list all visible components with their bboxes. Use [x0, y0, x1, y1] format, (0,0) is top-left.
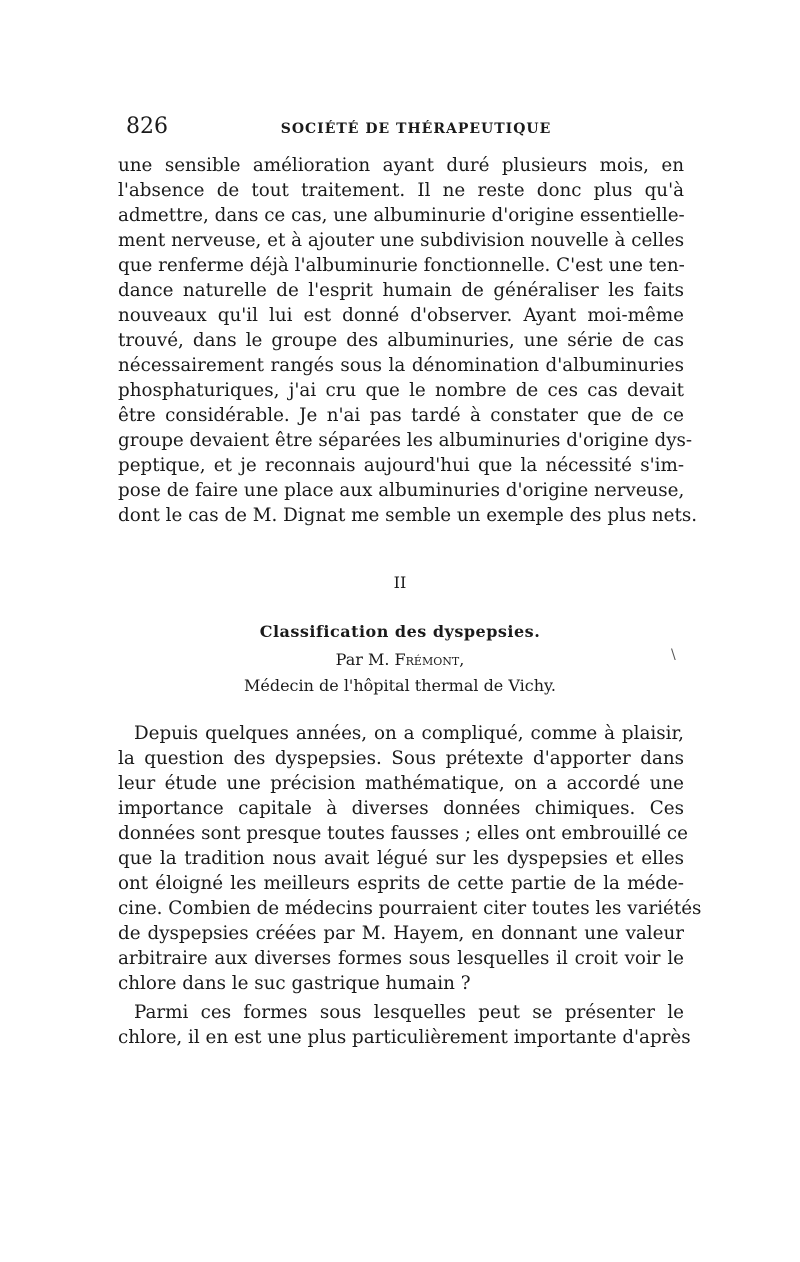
text-line: nouveaux qu'il lui est donné d'observer. Ayant moi-même	[118, 305, 684, 326]
text-line: leur étude une précision mathématique, on a accordé une	[118, 773, 684, 794]
text-line: peptique, et je reconnais aujourd'hui que la nécessité s'im-	[118, 455, 684, 476]
article-author	[0, 648, 800, 672]
text-line: ment nerveuse, et à ajouter une subdivision nouvelle à celles	[118, 230, 685, 251]
text-line: une sensible amélioration ayant duré plusieurs mois, en	[118, 155, 684, 176]
author-suffix: ,	[459, 650, 465, 669]
text-line: groupe devaient être séparées les albuminuries d'origine dys-	[118, 430, 693, 451]
text-line: Depuis quelques années, on a compliqué, comme à plaisir,	[134, 723, 684, 744]
text-line: cine. Combien de médecins pourraient citer toutes les variétés	[118, 898, 702, 919]
stray-mark: \	[671, 647, 676, 663]
text-line: admettre, dans ce cas, une albuminurie d'origine essentielle-	[118, 205, 685, 226]
text-line: chlore dans le suc gastrique humain ?	[118, 973, 471, 994]
text-line: dance naturelle de l'esprit humain de généraliser les faits	[118, 280, 684, 301]
text-line: chlore, il en est une plus particulièrement importante d'après	[118, 1027, 691, 1048]
text-line: Parmi ces formes sous lesquelles peut se présenter le	[134, 1002, 684, 1023]
text-line: que la tradition nous avait légué sur les dyspepsies et elles	[118, 848, 684, 869]
text-line: phosphaturiques, j'ai cru que le nombre de ces cas devait	[118, 380, 684, 401]
article-affiliation: Médecin de l'hôpital thermal de Vichy.	[243, 676, 557, 695]
page-number: 826	[126, 114, 168, 139]
article-title: Classification des dyspepsies.	[259, 622, 541, 641]
text-line: pose de faire une place aux albuminuries d'origine nerveuse,	[118, 480, 685, 501]
text-line: être considérable. Je n'ai pas tardé à constater que de ce	[118, 405, 684, 426]
text-line: données sont presque toutes fausses ; elles ont embrouillé ce	[118, 823, 688, 844]
text-line: arbitraire aux diverses formes sous lesquelles il croit voir le	[118, 948, 684, 969]
text-line: de dyspepsies créées par M. Hayem, en donnant une valeur	[118, 923, 684, 944]
running-title: SOCIÉTÉ DE THÉRAPEUTIQUE	[280, 121, 552, 137]
text-line: dont le cas de M. Dignat me semble un exemple des plus nets.	[118, 505, 698, 526]
text-line: ont éloigné les meilleurs esprits de cette partie de la méde-	[118, 873, 684, 894]
running-head	[118, 112, 684, 142]
text-line: nécessairement rangés sous la dénomination d'albuminuries	[118, 355, 684, 376]
author-prefix: Par M.	[335, 650, 395, 669]
author-name: Frémont	[394, 650, 460, 669]
text-line: la question des dyspepsies. Sous prétexte d'apporter dans	[118, 748, 684, 769]
section-number: II	[393, 573, 407, 592]
text-line: l'absence de tout traitement. Il ne reste donc plus qu'à	[118, 180, 684, 201]
text-line: importance capitale à diverses données chimiques. Ces	[118, 798, 684, 819]
text-line: que renferme déjà l'albuminurie fonctionnelle. C'est une ten-	[118, 255, 685, 276]
text-line: trouvé, dans le groupe des albuminuries, une série de cas	[118, 330, 684, 351]
